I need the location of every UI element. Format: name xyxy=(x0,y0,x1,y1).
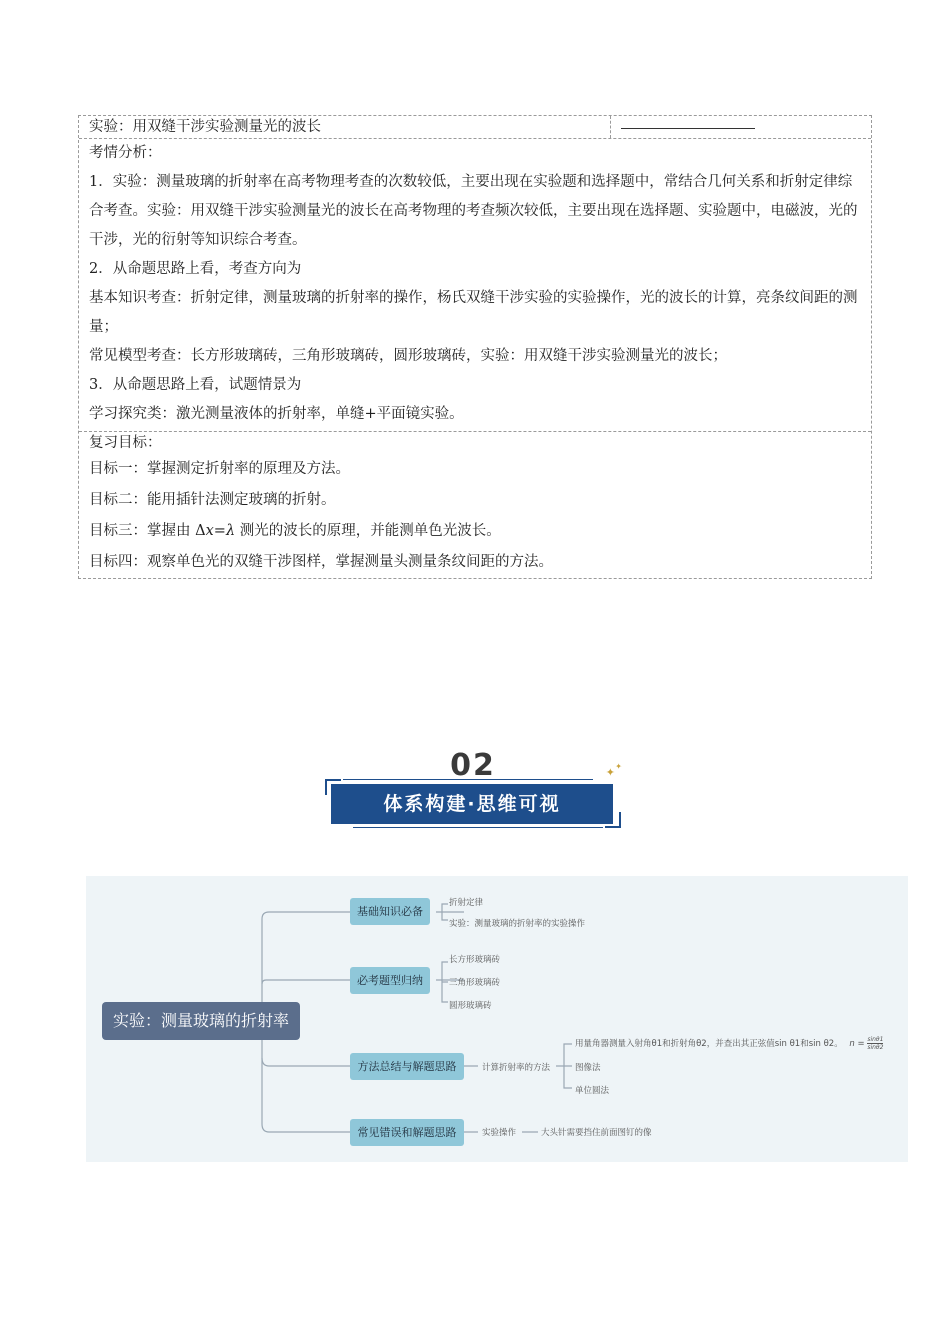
leaf-experiment-operation: 实验：测量玻璃的折射率的实验操作 xyxy=(449,919,586,929)
mid-experiment-operation: 实验操作 xyxy=(482,1128,517,1138)
analysis-paragraph-5: 3．从命题思路上看，试题情景为 xyxy=(89,377,302,393)
section-number: 02 xyxy=(450,748,496,783)
leaf-circular-brick: 圆形玻璃砖 xyxy=(449,1001,492,1011)
analysis-paragraph-2: 2．从命题思路上看，考查方向为 xyxy=(89,261,302,277)
sparkle-icon: ✦ xyxy=(605,766,615,779)
leaf-graph-method: 图像法 xyxy=(575,1063,601,1073)
goal-3 xyxy=(89,516,861,547)
goals-section xyxy=(79,432,871,578)
connector-branch-4 xyxy=(262,1058,350,1132)
formula-numerator: sinθ1 xyxy=(867,1036,884,1043)
goal-3-eq: = xyxy=(213,523,226,539)
analysis-paragraph-4: 常见模型考查：长方形玻璃砖，三角形玻璃砖，圆形玻璃砖，实验：用双缝干涉实验测量光的波长； xyxy=(89,348,727,364)
leaf-refraction-law: 折射定律 xyxy=(449,898,484,908)
leaf-pin-blocking: 大头针需要挡住前面图钉的像 xyxy=(541,1128,652,1138)
connector-branch-2 xyxy=(262,980,350,984)
mid-compute-method: 计算折射率的方法 xyxy=(482,1063,551,1073)
blank-line xyxy=(621,128,755,129)
goal-3-prefix: 目标三：掌握由 Δ xyxy=(89,523,206,539)
analysis-paragraph-1: 1．实验：测量玻璃的折射率在高考物理考查的次数较低，主要出现在实验题和选择题中，常结合几何关系和折射定律综合考查。实验：用双缝干涉实验测量光的波长在高考物理的考查频次较低，主要出现在选择题、实验题中，电磁波，光的干涉，光的衍射等知识综合考查。 xyxy=(89,174,858,248)
branch-common-errors: 常见错误和解题思路 xyxy=(350,1119,464,1146)
branch-methods: 方法总结与解题思路 xyxy=(350,1053,464,1080)
exam-info-table xyxy=(78,115,872,579)
goal-3-lambda: λ xyxy=(225,523,236,539)
branch-question-types: 必考题型归纳 xyxy=(350,967,430,994)
leaf-rectangular-brick: 长方形玻璃砖 xyxy=(449,955,501,965)
section-banner xyxy=(323,748,623,832)
leaf-protractor-text: 用量角器测量入射角θ1和折射角θ2，并查出其正弦值sin θ1和sin θ2。 xyxy=(575,1039,843,1049)
banner-line-decoration xyxy=(343,779,593,780)
formula-fraction xyxy=(867,1036,883,1051)
blank-cell xyxy=(611,116,871,138)
section-title: 体系构建·思维可视 xyxy=(331,784,613,824)
analysis-paragraph-6: 学习探究类：激光测量液体的折射率，单缝+平面镜实验。 xyxy=(89,406,464,422)
analysis-section xyxy=(79,139,871,432)
leaf-triangular-brick: 三角形玻璃砖 xyxy=(449,978,501,988)
table-header-row xyxy=(79,116,871,139)
goal-1: 目标一：掌握测定折射率的原理及方法。 xyxy=(89,461,350,477)
experiment-title: 实验：用双缝干涉实验测量光的波长 xyxy=(79,116,611,138)
goal-3-x: x xyxy=(205,523,214,539)
leaf-unit-circle-method: 单位圆法 xyxy=(575,1086,610,1096)
goal-3-suffix: 测光的波长的原理，并能测单色光波长。 xyxy=(235,523,501,539)
mind-map-root: 实验：测量玻璃的折射率 xyxy=(102,1002,300,1040)
mind-map xyxy=(86,876,908,1162)
banner-corner-decoration-bottom xyxy=(605,812,621,828)
formula-denominator: sinθ2 xyxy=(867,1044,884,1051)
analysis-paragraph-3: 基本知识考查：折射定律，测量玻璃的折射率的操作，杨氏双缝干涉实验的实验操作，光的波长的计算，亮条纹间距的测量； xyxy=(89,290,858,335)
goal-2: 目标二：能用插针法测定玻璃的折射。 xyxy=(89,492,336,508)
goal-4: 目标四：观察单色光的双缝干涉图样，掌握测量头测量条纹间距的方法。 xyxy=(89,554,553,570)
analysis-title: 考情分析： xyxy=(89,145,162,161)
leaf-protractor-method xyxy=(575,1036,883,1051)
formula-lhs: n = xyxy=(849,1039,865,1049)
banner-line-decoration-bottom xyxy=(353,827,603,828)
sparkle-small-icon: ✦ xyxy=(615,762,622,771)
goals-title: 复习目标： xyxy=(89,435,162,451)
branch-basic-knowledge: 基础知识必备 xyxy=(350,898,430,925)
